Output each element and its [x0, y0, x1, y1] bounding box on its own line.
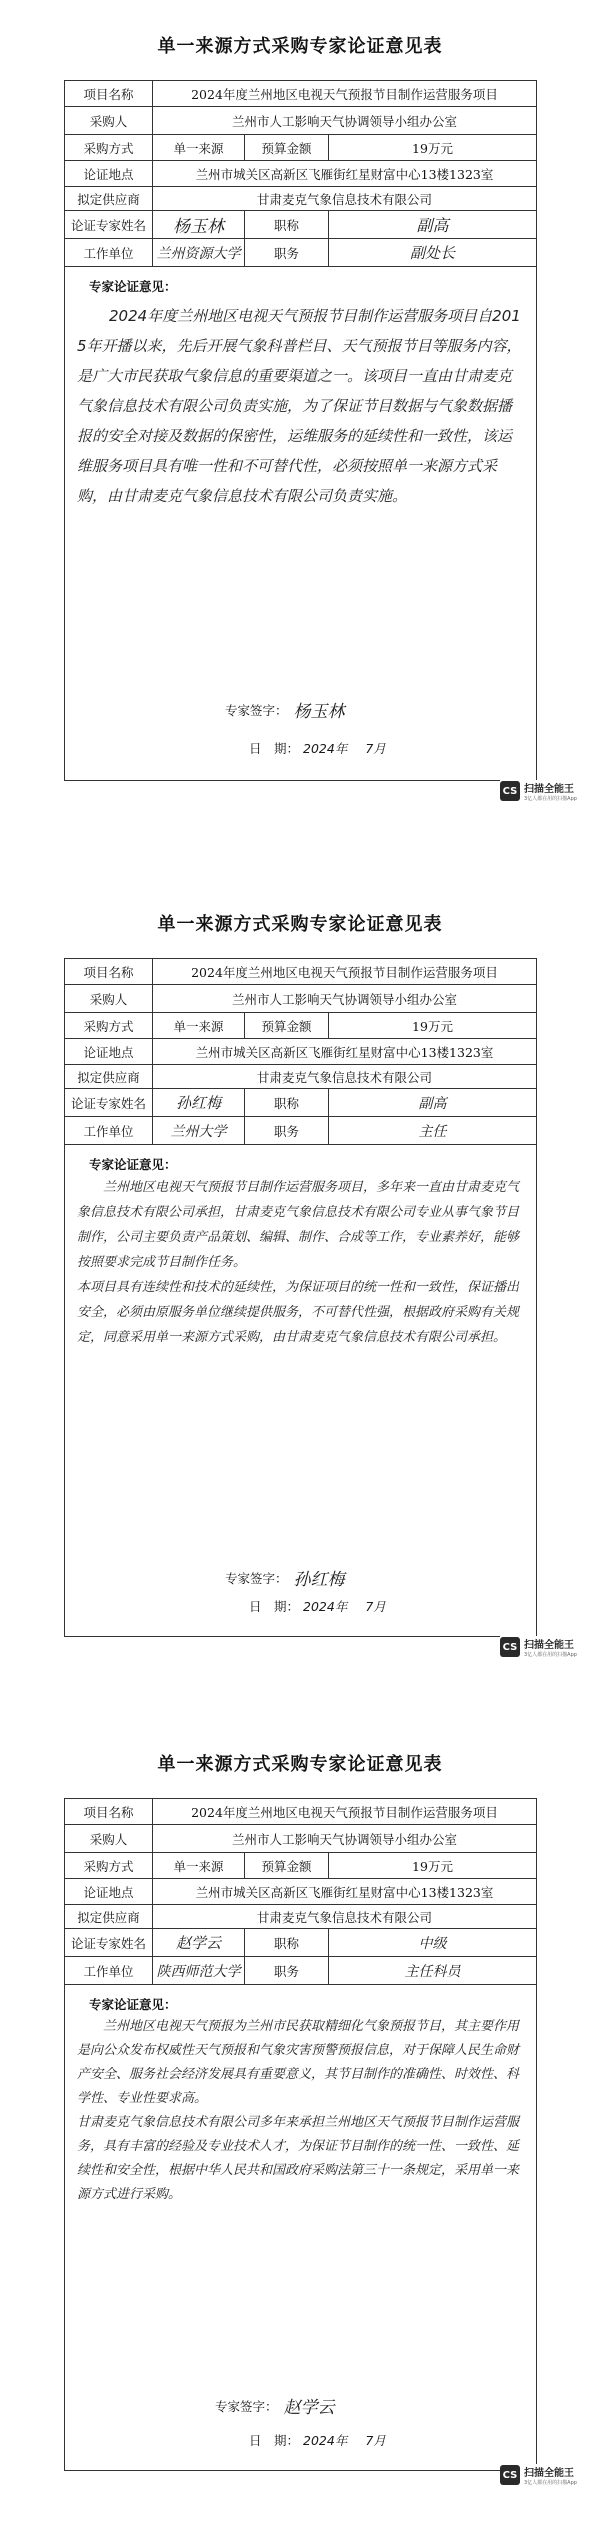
signature-label: 专家签字：	[215, 2398, 278, 2414]
label-location: 论证地点	[65, 1039, 153, 1065]
label-method: 采购方式	[65, 1013, 153, 1039]
value-expert-name: 孙红梅	[153, 1089, 245, 1117]
value-method: 单一来源	[153, 135, 245, 161]
scanner-badge	[500, 1636, 600, 1658]
signature-row	[225, 1565, 345, 1590]
value-title-rank: 副高	[329, 1089, 537, 1117]
label-project: 项目名称	[65, 1799, 153, 1825]
scanner-logo-icon: CS	[500, 1637, 520, 1657]
evaluation-form-3	[0, 1714, 600, 2496]
value-purchaser: 兰州市人工影响天气协调领导小组办公室	[153, 107, 537, 135]
value-expert-name: 赵学云	[153, 1929, 245, 1957]
scanner-badge	[500, 780, 600, 802]
signature-row	[225, 697, 345, 722]
value-supplier: 甘肃麦克气象信息技术有限公司	[153, 187, 537, 211]
opinion-text: 2024年度兰州地区电视天气预报节目制作运营服务项目自2015年开播以来，先后开展气象科普栏目、天气预报节目等服务内容，是广大市民获取气象信息的重要渠道之一。该项目一直由甘肃麦克气象信息技术有限公司负责实施，为了保证节目数据与气象数据播报的安全对接及数据的保密性，运维服务的延续性和一致性，该运维服务项目具有唯一性和不可替代性，必须按照单一来源方式采购，由甘肃麦克气象信息技术有限公司负责实施。	[77, 307, 522, 505]
value-workplace: 陕西师范大学	[153, 1957, 245, 1985]
opinion-cell	[65, 1145, 537, 1637]
scanner-tagline: 3亿人都在用的扫描App	[524, 796, 577, 802]
form-title: 单一来源方式采购专家论证意见表	[157, 36, 443, 57]
value-supplier: 甘肃麦克气象信息技术有限公司	[153, 1065, 537, 1089]
evaluation-form-2	[0, 858, 600, 1664]
date-label: 日 期：	[249, 1599, 300, 1614]
date-row	[249, 2431, 386, 2449]
scanner-logo-icon: CS	[500, 781, 520, 801]
opinion-cell	[65, 267, 537, 781]
signature-label: 专家签字：	[225, 1570, 288, 1586]
label-expert-name: 论证专家姓名	[65, 211, 153, 239]
label-budget: 预算金额	[245, 135, 329, 161]
label-budget: 预算金额	[245, 1013, 329, 1039]
value-workplace: 兰州大学	[153, 1117, 245, 1145]
label-duty: 职务	[245, 1117, 329, 1145]
value-supplier: 甘肃麦克气象信息技术有限公司	[153, 1905, 537, 1929]
expert-signature: 赵学云	[283, 2398, 335, 2418]
value-expert-name: 杨玉林	[153, 211, 245, 239]
value-purchaser: 兰州市人工影响天气协调领导小组办公室	[153, 985, 537, 1013]
value-project: 2024年度兰州地区电视天气预报节目制作运营服务项目	[153, 81, 537, 107]
form-title: 单一来源方式采购专家论证意见表	[157, 914, 443, 935]
scanner-logo-icon: CS	[500, 2465, 520, 2485]
date-month: 7月	[365, 2433, 386, 2448]
date-row	[249, 739, 386, 757]
opinion-heading: 专家论证意见：	[89, 1157, 177, 1172]
form-title: 单一来源方式采购专家论证意见表	[157, 1754, 443, 1775]
label-expert-name: 论证专家姓名	[65, 1929, 153, 1957]
label-purchaser: 采购人	[65, 985, 153, 1013]
scanner-tagline: 3亿人都在用的扫描App	[524, 2480, 577, 2486]
value-project: 2024年度兰州地区电视天气预报节目制作运营服务项目	[153, 1799, 537, 1825]
label-project: 项目名称	[65, 959, 153, 985]
signature-row	[215, 2393, 335, 2418]
opinion-cell	[65, 1985, 537, 2471]
date-year: 2024年	[303, 2433, 348, 2448]
date-row	[249, 1597, 386, 1615]
value-budget: 19万元	[329, 135, 537, 161]
label-workplace: 工作单位	[65, 239, 153, 267]
opinion-text: 兰州地区电视天气预报为兰州市民获取精细化气象预报节目，其主要作用是向公众发布权威性天气预报和气象灾害预警预报信息，对于保障人民生命财产安全、服务社会经济发展具有重要意义，其节目制作的准确性、时效性、科学性、专业性要求高。 甘肃麦克气象信息技术有限公司多年来承担兰州地区天气预报节目制作运营服务，具有丰富的经验及专业技术人才，为保证节目制作的统一性、一致性、延续性和安全性，根据中华人民共和国政府采购法第三十一条规定，采用单一来源方式进行采购。	[77, 2019, 520, 2202]
label-supplier: 拟定供应商	[65, 1065, 153, 1089]
signature-label: 专家签字：	[225, 702, 288, 718]
value-location: 兰州市城关区高新区飞雁街红星财富中心13楼1323室	[153, 161, 537, 187]
scanner-badge	[500, 2464, 600, 2486]
label-purchaser: 采购人	[65, 107, 153, 135]
form-table	[64, 80, 537, 781]
value-duty: 主任科员	[329, 1957, 537, 1985]
label-duty: 职务	[245, 1957, 329, 1985]
value-budget: 19万元	[329, 1853, 537, 1879]
value-location: 兰州市城关区高新区飞雁街红星财富中心13楼1323室	[153, 1879, 537, 1905]
form-table	[64, 1798, 537, 2471]
form-table	[64, 958, 537, 1637]
value-method: 单一来源	[153, 1853, 245, 1879]
value-purchaser: 兰州市人工影响天气协调领导小组办公室	[153, 1825, 537, 1853]
opinion-heading: 专家论证意见：	[89, 279, 177, 294]
label-expert-name: 论证专家姓名	[65, 1089, 153, 1117]
value-duty: 副处长	[329, 239, 537, 267]
value-project: 2024年度兰州地区电视天气预报节目制作运营服务项目	[153, 959, 537, 985]
label-location: 论证地点	[65, 1879, 153, 1905]
date-label: 日 期：	[249, 2433, 300, 2448]
evaluation-form-1	[0, 0, 600, 808]
value-title-rank: 副高	[329, 211, 537, 239]
label-project: 项目名称	[65, 81, 153, 107]
value-title-rank: 中级	[329, 1929, 537, 1957]
scanner-tagline: 3亿人都在用的扫描App	[524, 1652, 577, 1658]
label-budget: 预算金额	[245, 1853, 329, 1879]
label-supplier: 拟定供应商	[65, 1905, 153, 1929]
date-month: 7月	[365, 1599, 386, 1614]
expert-signature: 孙红梅	[293, 1570, 345, 1590]
scanner-name: 扫描全能王	[524, 1640, 574, 1651]
date-label: 日 期：	[249, 741, 300, 756]
value-budget: 19万元	[329, 1013, 537, 1039]
label-title-rank: 职称	[245, 211, 329, 239]
value-workplace: 兰州资源大学	[153, 239, 245, 267]
opinion-heading: 专家论证意见：	[89, 1997, 177, 2012]
label-method: 采购方式	[65, 1853, 153, 1879]
date-year: 2024年	[303, 1599, 348, 1614]
label-title-rank: 职称	[245, 1929, 329, 1957]
label-title-rank: 职称	[245, 1089, 329, 1117]
label-location: 论证地点	[65, 161, 153, 187]
value-location: 兰州市城关区高新区飞雁街红星财富中心13楼1323室	[153, 1039, 537, 1065]
value-duty: 主任	[329, 1117, 537, 1145]
label-duty: 职务	[245, 239, 329, 267]
label-supplier: 拟定供应商	[65, 187, 153, 211]
opinion-text: 兰州地区电视天气预报节目制作运营服务项目，多年来一直由甘肃麦克气象信息技术有限公司承担，甘肃麦克气象信息技术有限公司专业从事气象节目制作，公司主要负责产品策划、编辑、制作、合成等工作，专业素养好，能够按照要求完成节目制作任务。 本项目具有连续性和技术的延续性，为保证项目的统一性和一致性，保证播出安全，必须由原服务单位继续提供服务，不可替代性强，根据政府采购有关规定，同意采用单一来源方式采购，由甘肃麦克气象信息技术有限公司承担。	[77, 1180, 520, 1345]
date-year: 2024年	[303, 741, 348, 756]
value-method: 单一来源	[153, 1013, 245, 1039]
scanner-name: 扫描全能王	[524, 2468, 574, 2479]
label-workplace: 工作单位	[65, 1117, 153, 1145]
label-method: 采购方式	[65, 135, 153, 161]
label-workplace: 工作单位	[65, 1957, 153, 1985]
label-purchaser: 采购人	[65, 1825, 153, 1853]
scanner-name: 扫描全能王	[524, 784, 574, 795]
date-month: 7月	[365, 741, 386, 756]
expert-signature: 杨玉林	[293, 702, 345, 722]
